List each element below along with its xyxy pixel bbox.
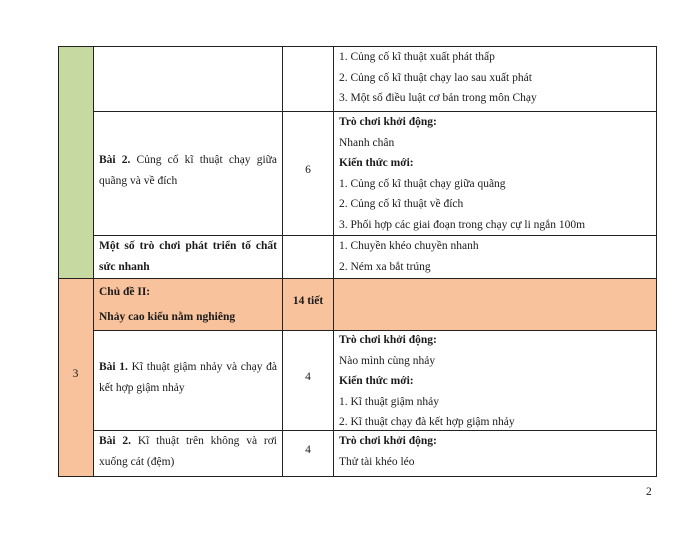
page-number: 2 xyxy=(646,486,652,498)
list-item: 1. Chuyền khéo chuyền nhanh xyxy=(339,240,479,252)
row6-content xyxy=(339,431,654,472)
row4-periods: 14 tiết xyxy=(292,295,324,307)
lesson-label: Bài 2. xyxy=(99,435,132,447)
row5-periods: 4 xyxy=(305,371,311,383)
warmup-label: Trò chơi khởi động: xyxy=(339,435,437,447)
lesson-title-line2: quãng và về đích xyxy=(99,174,178,187)
row6-lesson xyxy=(99,431,277,472)
list-item: 1. Kĩ thuật giậm nhảy xyxy=(339,395,439,408)
lesson-title-line2: kết hợp giậm nhảy xyxy=(99,381,185,394)
row3-title xyxy=(99,236,277,277)
warmup-label: Trò chơi khởi động: xyxy=(339,334,437,346)
row5-content xyxy=(339,330,654,433)
curriculum-table xyxy=(58,46,657,476)
games-title-line2: sức nhanh xyxy=(99,260,150,273)
list-item: 2. Kĩ thuật chạy đà kết hợp giậm nhảy xyxy=(339,416,515,428)
row5-lesson xyxy=(99,357,277,398)
row1-content xyxy=(339,47,654,109)
list-item: 3. Một số điều luật cơ bản trong môn Chạy xyxy=(339,92,537,104)
row3-content xyxy=(339,236,654,277)
row4-topic xyxy=(99,282,279,327)
warmup-item: Thử tài khéo léo xyxy=(339,455,415,468)
green-band xyxy=(58,46,93,278)
warmup-item: Nhanh chân xyxy=(339,136,395,149)
list-item: 3. Phối hợp các giai đoạn trong chạy cự li ngắn 100m xyxy=(339,218,586,231)
games-title-line1: Một số trò chơi phát triển tố chất xyxy=(99,240,277,252)
warmup-label: Trò chơi khởi động: xyxy=(339,116,437,128)
lesson-label: Bài 1. xyxy=(99,361,128,373)
knowledge-label: Kiến thức mới: xyxy=(339,375,414,387)
lesson-title-line2: xuống cát (đệm) xyxy=(99,455,175,468)
lesson-label: Bài 2. xyxy=(99,154,131,166)
row2-content xyxy=(339,112,654,235)
row2-lesson xyxy=(99,150,277,191)
knowledge-label: Kiến thức mới: xyxy=(339,157,414,169)
section-number: 3 xyxy=(72,368,79,380)
lesson-title-line1: Kĩ thuật trên không và rơi xyxy=(137,435,277,447)
row6-periods: 4 xyxy=(305,444,311,456)
warmup-item: Nào mình cùng nhảy xyxy=(339,354,436,367)
list-item: 1. Củng cố kĩ thuật xuất phát thấp xyxy=(339,51,495,63)
row2-periods: 6 xyxy=(305,164,311,176)
topic-label: Chủ đề II: xyxy=(99,286,151,298)
list-item: 2. Ném xa bắt trúng xyxy=(339,260,431,273)
list-item: 1. Củng cố kĩ thuật chạy giữa quãng xyxy=(339,177,506,190)
topic-title: Nhảy cao kiểu nằm nghiêng xyxy=(99,310,236,323)
lesson-title-line1: Củng cố kĩ thuật chạy giữa xyxy=(136,154,277,166)
list-item: 2. Củng cố kĩ thuật về đích xyxy=(339,198,464,210)
lesson-title-line1: Kĩ thuật giậm nhảy và chạy đà xyxy=(131,361,277,373)
list-item: 2. Củng cố kĩ thuật chạy lao sau xuất phát xyxy=(339,71,532,84)
